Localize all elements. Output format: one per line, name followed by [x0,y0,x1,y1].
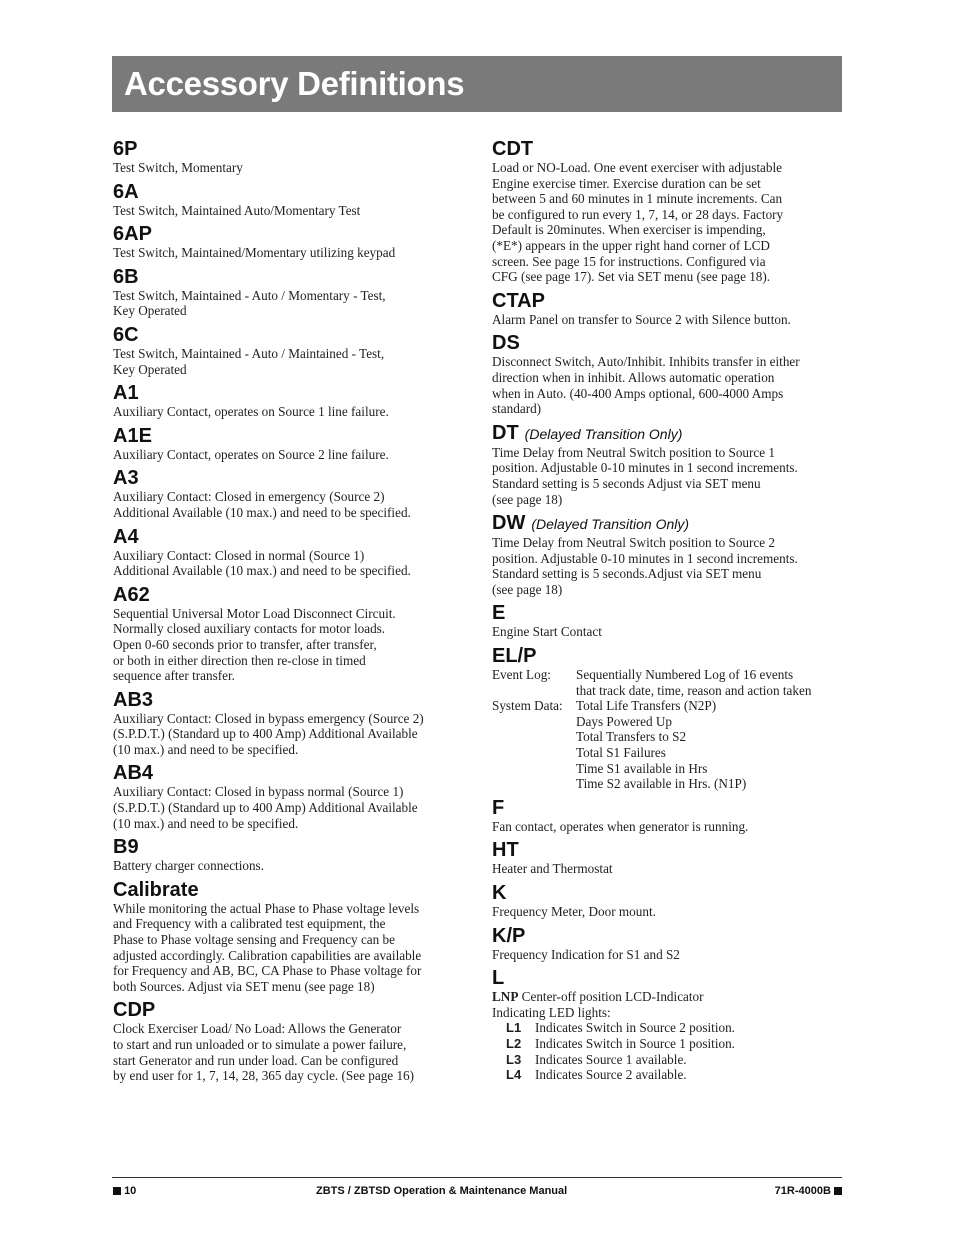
term-heading: 6A [113,180,139,203]
text-line: Time S2 available in Hrs. (N1P) [576,776,747,792]
term-description [492,904,844,920]
term-heading: 6B [113,265,139,288]
entry-ctap [492,290,844,328]
term-description [113,606,468,684]
text-line: Total Life Transfers (N2P) [576,698,717,714]
text-line: Auxiliary Contact: Closed in normal (Source 1) [113,547,365,563]
led-code: L1 [506,1020,522,1036]
entry-kp [492,925,844,963]
text-line: Test Switch, Momentary [113,160,243,175]
led-light-item [492,1020,844,1036]
term-description [113,548,468,579]
text-line: Engine exercise timer. Exercise duration can be set [492,175,761,191]
led-code: L3 [506,1051,522,1067]
page-number: 10 [124,1185,137,1197]
term-description [113,346,468,377]
entry-b9 [113,836,468,874]
entry-k [492,882,844,920]
text-line: adjusted accordingly. Calibration capabilities are available [113,947,422,963]
left-column [113,138,468,1089]
doc-code: 71R-4000B [774,1185,831,1197]
text-line: Time Delay from Neutral Switch position to Source 2 [492,535,776,551]
text-line: Frequency Meter, Door mount. [492,904,656,919]
term-description [492,445,844,507]
entry-a4 [113,526,468,579]
entry-dw [492,512,844,597]
entry-elp [492,645,844,792]
term-heading: K/P [492,924,526,947]
text-line: Load or NO-Load. One event exerciser with adjustable [492,160,783,175]
system-data-row [492,698,844,792]
text-line: position. Adjustable 0-10 minutes in 1 second increments. [492,460,798,476]
term-description [492,354,844,416]
term-heading: A1 [113,382,139,405]
term-description [113,784,468,831]
term-description [492,989,844,1083]
text-line: Total Transfers to S2 [576,729,687,745]
entry-a62 [113,584,468,684]
term-heading: DS [492,332,520,355]
page-title: Accessory Definitions [124,65,465,102]
text-line: Heater and Thermostat [492,861,613,877]
term-heading: AB4 [113,762,154,785]
entry-f [492,797,844,835]
term-heading: L [492,967,505,990]
led-lights-list [492,1020,844,1082]
text-line: Standard setting is 5 seconds.Adjust via SET menu [492,566,762,582]
text-line: Auxiliary Contact, operates on Source 2 line failure. [113,446,389,462]
entry-a1e [113,425,468,463]
entry-dt [492,422,844,507]
text-line: While monitoring the actual Phase to Phase voltage levels [113,900,420,916]
text-line: Time Delay from Neutral Switch position to Source 1 [492,444,776,460]
led-description: Indicates Source 2 available. [535,1067,687,1083]
text-line: or both in either direction then re-close in timed [113,652,366,668]
lnp-text: Center-off position LCD-Indicator [518,989,704,1005]
lnp-code: LNP [492,989,519,1005]
text-line: Phase to Phase voltage sensing and Frequency can be [113,932,395,948]
text-line: that track date, time, reason and action taken [576,682,812,698]
text-line: Clock Exerciser Load/ No Load: Allows the Generator [113,1021,402,1037]
term-heading: A62 [113,583,150,606]
led-light-item [492,1036,844,1052]
text-line: CFG (see page 17). Set via SET menu (see page 18). [492,269,771,285]
term-heading: 6AP [113,223,152,246]
entry-ab3 [113,689,468,758]
term-heading: EL/P [492,645,537,668]
text-line: and Frequency with a calibrated test equipment, the [113,916,386,932]
text-line: for Frequency and AB, BC, CA Phase to Phase voltage for [113,963,422,979]
entry-6a [113,181,468,219]
term-note: (Delayed Transition Only) [524,425,683,442]
text-line: (S.P.D.T.) (Standard up to 400 Amp) Additional Available [113,726,418,742]
indicating-line: Indicating LED lights: [492,1004,611,1020]
entry-6ap [113,223,468,261]
term-description [113,245,468,261]
term-code: DW [492,512,526,535]
text-line: Normally closed auxiliary contacts for motor loads. [113,621,386,637]
text-line: Additional Available (10 max.) and need to be specified. [113,563,411,579]
text-line: Standard setting is 5 seconds Adjust via SET menu [492,475,761,491]
entry-ht [492,839,844,877]
led-description: Indicates Source 1 available. [535,1051,687,1067]
term-heading [492,422,844,445]
text-line: Test Switch, Maintained - Auto / Momentary - Test, [113,287,386,303]
text-line: standard) [492,401,542,417]
right-column [492,138,844,1088]
text-line: start Generator and run under load. Can be configured [113,1052,399,1068]
text-line: Test Switch, Maintained - Auto / Maintained - Test, [113,345,385,361]
text-line: Fan contact, operates when generator is running. [492,818,749,834]
led-description: Indicates Switch in Source 1 position. [535,1035,735,1051]
term-code: DT [492,421,519,444]
text-line: Time S1 available in Hrs [576,760,708,776]
term-description [492,312,844,328]
term-heading: AB3 [113,688,154,711]
entry-6b [113,266,468,319]
led-code: L4 [506,1067,522,1083]
text-line: Sequential Universal Motor Load Disconnect Circuit. [113,605,396,621]
led-light-item [492,1067,844,1083]
text-line: Auxiliary Contact: Closed in bypass emergency (Source 2) [113,710,424,726]
entry-a1 [113,382,468,420]
entry-ab4 [113,762,468,831]
entry-ds [492,332,844,416]
text-line: be configured to run every 1, 7, 14, or 28 days. Factory [492,206,784,222]
term-heading: A4 [113,525,139,548]
text-line: Engine Start Contact [492,624,602,640]
term-description [113,288,468,319]
term-description [113,203,468,219]
term-description [492,160,844,285]
text-line: Battery charger connections. [113,858,264,874]
text-line: (see page 18) [492,581,563,597]
entry-calibrate [113,879,468,995]
term-description [492,667,844,792]
text-line: (see page 18) [492,491,563,507]
event-log-value [576,667,811,698]
term-heading: CDP [113,999,156,1022]
square-bullet-icon [834,1187,842,1195]
led-code: L2 [506,1035,522,1051]
title-banner [112,56,842,112]
text-line: Test Switch, Maintained/Momentary utilizing keypad [113,245,396,261]
text-line: both Sources. Adjust via SET menu (see page 18) [113,978,375,994]
entry-l [492,967,844,1083]
term-heading: HT [492,839,519,862]
term-note: (Delayed Transition Only) [531,516,690,533]
term-heading: Calibrate [113,878,199,901]
term-description [492,861,844,877]
text-line: Test Switch, Maintained Auto/Momentary Test [113,202,361,218]
term-description [113,160,468,176]
term-description [113,404,468,420]
text-line: screen. See page 15 for instructions. Configured via [492,253,766,269]
term-heading [492,512,844,535]
system-data-key: System Data: [492,698,563,714]
text-line: (*E*) appears in the upper right hand corner of LCD [492,237,770,253]
term-heading: A1E [113,424,152,447]
text-line: sequence after transfer. [113,668,235,684]
entry-6c [113,324,468,377]
text-line: Disconnect Switch, Auto/Inhibit. Inhibits transfer in either [492,354,800,370]
text-line: Auxiliary Contact: Closed in bypass normal (Source 1) [113,784,404,800]
term-description [113,1021,468,1083]
entry-cdt [492,138,844,285]
event-log-key: Event Log: [492,667,551,683]
text-line: Additional Available (10 max.) and need to be specified. [113,504,411,520]
term-description [113,901,468,995]
led-description: Indicates Switch in Source 2 position. [535,1020,735,1036]
entry-a3 [113,467,468,520]
term-heading: 6C [113,323,139,346]
term-description [492,624,844,640]
text-line: Total S1 Failures [576,745,666,761]
text-line: Key Operated [113,303,187,319]
text-line: Open 0-60 seconds prior to transfer, after transfer, [113,636,377,652]
text-line: (10 max.) and need to be specified. [113,741,299,757]
text-line: Sequentially Numbered Log of 16 events [576,667,794,683]
term-heading: E [492,602,506,625]
text-line: (10 max.) and need to be specified. [113,815,299,831]
term-description [113,447,468,463]
term-heading: A3 [113,467,139,490]
text-line: Key Operated [113,361,187,377]
event-log-row [492,667,844,698]
footer-manual-title: ZBTS / ZBTSD Operation & Maintenance Manual [316,1185,568,1197]
text-line: Auxiliary Contact, operates on Source 1 line failure. [113,404,389,420]
term-heading: CTAP [492,289,545,312]
entry-e [492,602,844,640]
led-light-item [492,1052,844,1068]
term-heading: F [492,796,505,819]
text-line: position. Adjustable 0-10 minutes in 1 second increments. [492,550,798,566]
term-description [113,711,468,758]
term-description [492,947,844,963]
term-description [492,819,844,835]
text-line: Auxiliary Contact: Closed in emergency (Source 2) [113,489,385,505]
text-line: Alarm Panel on transfer to Source 2 with Silence button. [492,311,791,327]
system-data-value [576,698,746,792]
term-heading: K [492,882,507,904]
entry-6p [113,138,468,176]
footer-divider [112,1177,842,1178]
entry-cdp [113,999,468,1083]
term-heading: B9 [113,836,139,859]
text-line: Frequency Indication for S1 and S2 [492,946,680,962]
term-description [113,858,468,874]
term-description [492,535,844,597]
text-line: by end user for 1, 7, 14, 28, 365 day cycle. (See page 16) [113,1068,415,1084]
square-bullet-icon [113,1187,121,1195]
text-line: when in Auto. (40-400 Amps optional, 600-4000 Amps [492,385,784,401]
text-line: Default is 20minutes. When exerciser is impending, [492,222,766,238]
text-line: Days Powered Up [576,713,672,729]
footer-doc-code [775,1185,842,1197]
term-description [113,489,468,520]
term-heading: CDT [492,138,534,160]
term-heading: 6P [113,138,138,160]
text-line: to start and run unloaded or to simulate a power failure, [113,1037,407,1052]
lnp-line [492,989,844,1005]
text-line: (S.P.D.T.) (Standard up to 400 Amp) Additional Available [113,800,418,816]
footer-page-number [113,1185,136,1197]
text-line: direction when in inhibit. Allows automatic operation [492,369,775,385]
text-line: between 5 and 60 minutes in 1 minute increments. Can [492,191,783,207]
